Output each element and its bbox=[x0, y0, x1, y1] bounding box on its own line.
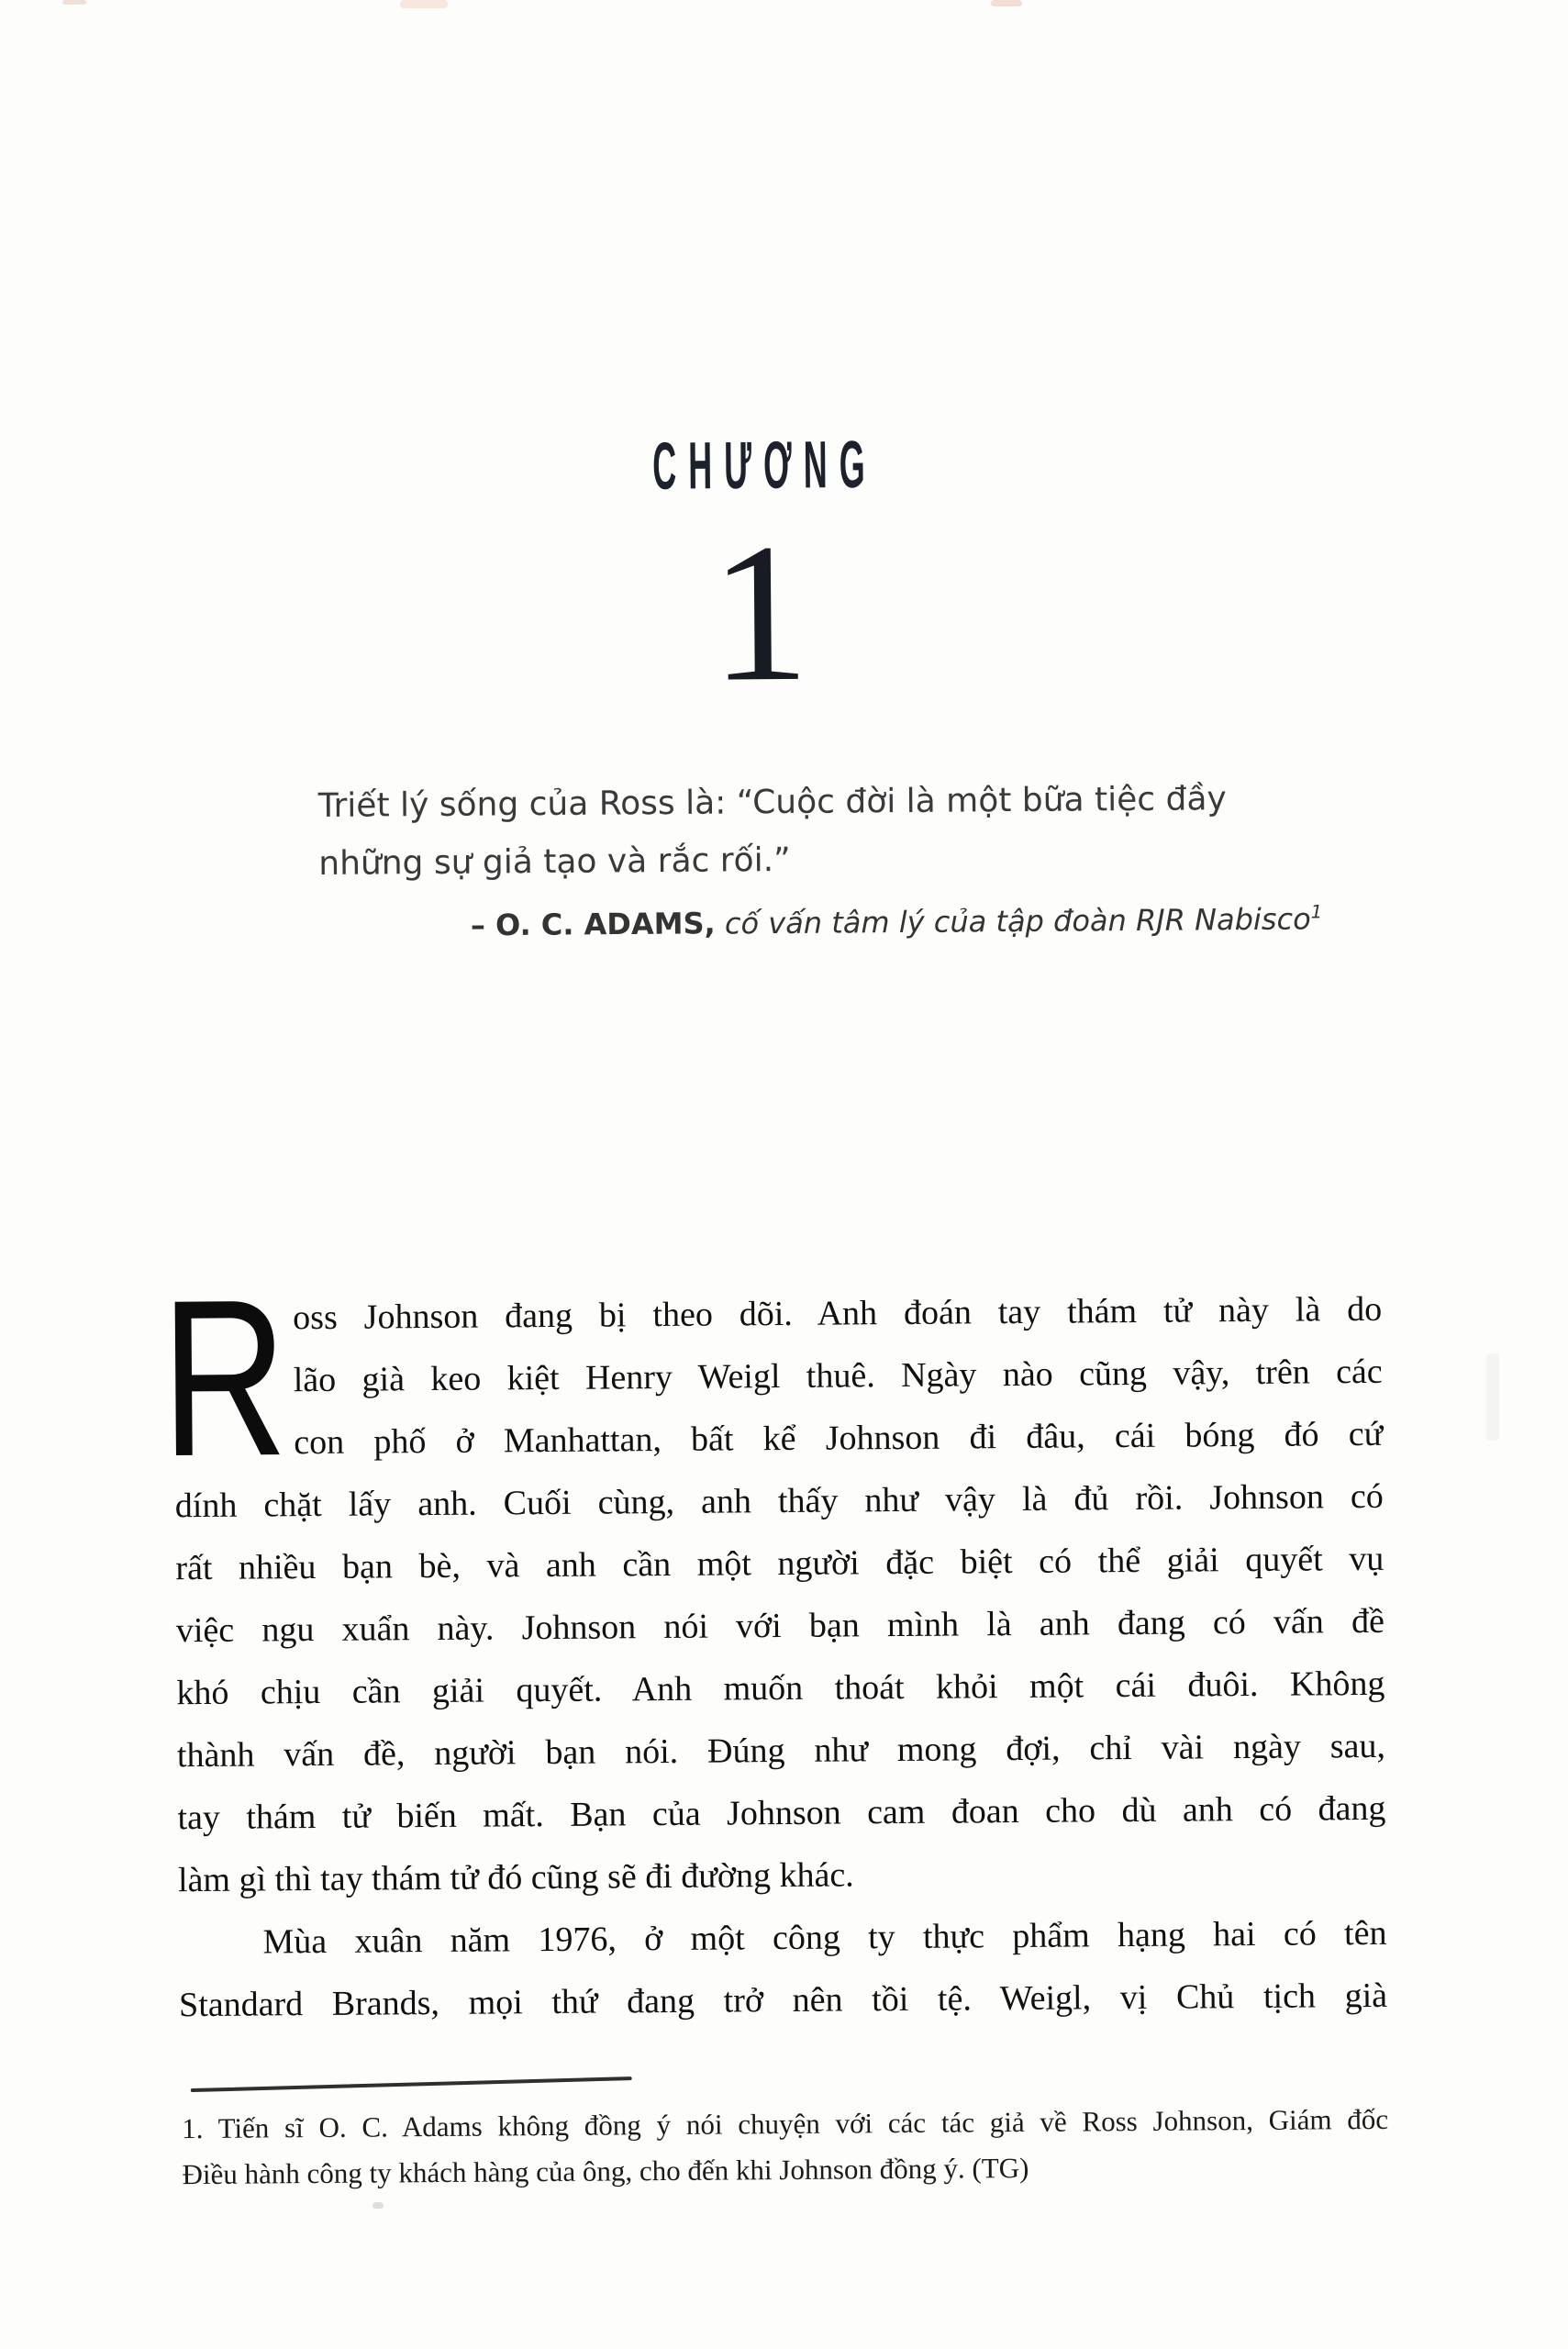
epigraph-quote bbox=[318, 770, 1228, 893]
epigraph-line: những sự giả tạo và rắc rối.” bbox=[318, 841, 791, 883]
body-line: Standard Brands, mọi thứ đang trở nên tồi tệ. Weigl, vị Chủ tịch già bbox=[178, 1976, 1388, 2025]
body-line: làm gì thì tay thám tử đó cũng sẽ đi đường khác. bbox=[177, 1855, 854, 1900]
footnote-line: Điều hành công ty khách hàng của ông, cho đến khi Johnson đồng ý. (TG) bbox=[182, 2151, 1029, 2191]
chapter-number: 1 bbox=[709, 502, 811, 723]
body-line: Mùa xuân năm 1976, ở một công ty thực phẩm hạng hai có tên bbox=[262, 1913, 1387, 1962]
body-line: dính chặt lấy anh. Cuối cùng, anh thấy như vậy là đủ rồi. Johnson có bbox=[174, 1476, 1384, 1526]
body-line: việc ngu xuẩn này. Johnson nói với bạn mình là anh đang có vấn đề bbox=[175, 1601, 1385, 1651]
epigraph-line: Triết lý sống của Ross là: “Cuộc đời là một bữa tiệc đầy bbox=[317, 780, 1227, 825]
scan-artifact bbox=[62, 0, 86, 5]
footnote-divider bbox=[191, 2076, 632, 2092]
body-line: con phố ở Manhattan, bất kể Johnson đi đâu, cái bóng đó cứ bbox=[294, 1414, 1384, 1463]
body-text bbox=[160, 1253, 1388, 2036]
drop-cap: R bbox=[160, 1253, 289, 1504]
chapter-label: CHƯƠNG bbox=[651, 426, 878, 504]
footnote bbox=[182, 2097, 1389, 2198]
body-line: khó chịu cần giải quyết. Anh muốn thoát khỏi một cái đuôi. Không bbox=[176, 1664, 1385, 1713]
body-line: oss Johnson đang bị theo dõi. Anh đoán tay thám tử này là do bbox=[293, 1289, 1383, 1338]
body-line: tay thám tử biến mất. Bạn của Johnson cam đoan cho dù anh có đang bbox=[177, 1788, 1386, 1838]
body-line: lão già keo kiệt Henry Weigl thuê. Ngày nào cũng vậy, trên các bbox=[293, 1352, 1383, 1400]
epigraph-attribution bbox=[471, 894, 1323, 943]
footnote-reference: 1 bbox=[1310, 901, 1323, 923]
attribution-name: – O. C. ADAMS, bbox=[470, 906, 716, 943]
body-line: rất nhiều bạn bè, và anh cần một người đặc biệt có thể giải quyết vụ bbox=[175, 1539, 1385, 1588]
attribution-role: cố vấn tâm lý của tập đoàn RJR Nabisco bbox=[724, 901, 1311, 941]
body-line: thành vấn đề, người bạn nói. Đúng như mong đợi, chỉ vài ngày sau, bbox=[176, 1726, 1386, 1776]
footnote-line: 1. Tiến sĩ O. C. Adams không đồng ý nói chuyện với các tác giả về Ross Johnson, Giám đốc bbox=[182, 2102, 1389, 2145]
